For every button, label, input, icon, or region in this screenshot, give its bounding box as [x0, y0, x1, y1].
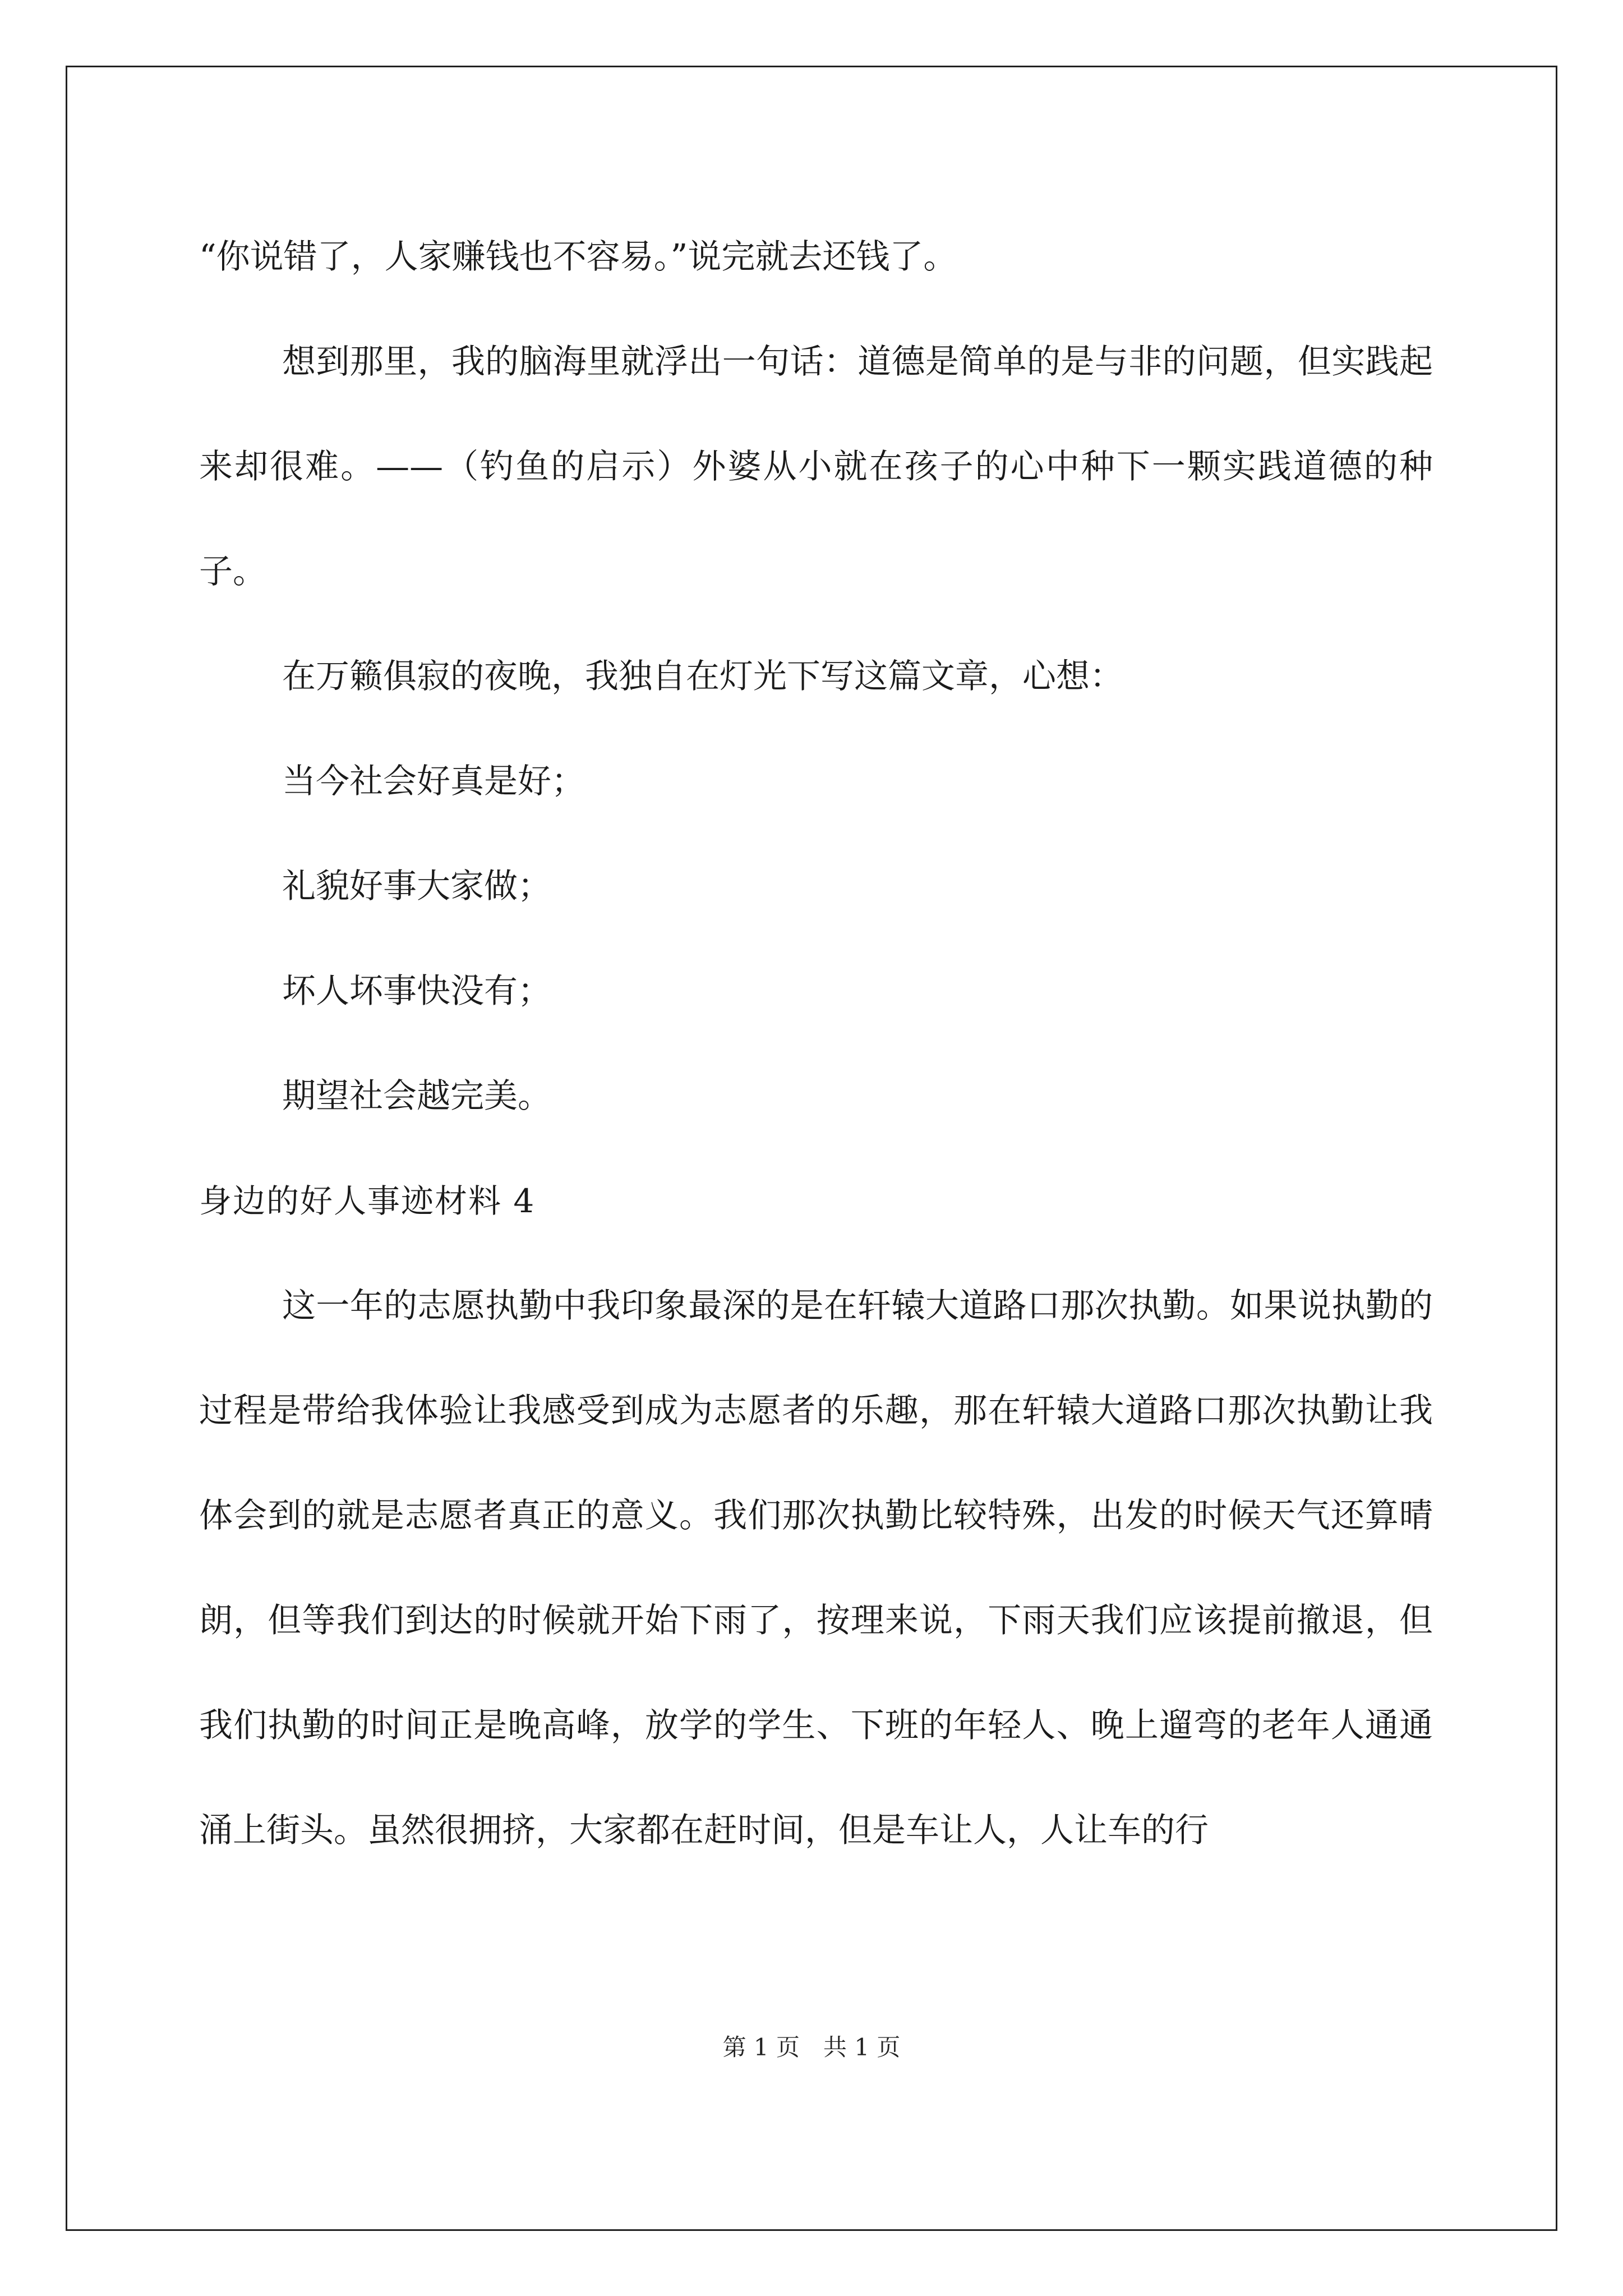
paragraph: “你说错了，人家赚钱也不容易。”说完就去还钱了。 — [199, 237, 957, 277]
paragraph: 在万籁俱寂的夜晚，我独自在灯光下写这篇文章，心想： — [282, 657, 1123, 696]
paragraph: 想到那里，我的脑海里就浮出一句话：道德是简单的是与非的问题，但实践起来却很难。——（钓鱼的启示）外婆从小就在孩子的心中种下一颗实践道德的种子。 — [199, 342, 1433, 591]
page-footer: 第 1 页 共 1 页 — [722, 2033, 901, 2061]
section-heading: 身边的好人事迹材料 4 — [199, 1182, 536, 1220]
document-body — [199, 205, 1433, 1883]
poem-line: 坏人坏事快没有； — [282, 972, 551, 1011]
poem-line: 当今社会好真是好； — [282, 762, 585, 801]
poem-line: 礼貌好事大家做； — [282, 867, 551, 906]
poem-line: 期望社会越完美。 — [282, 1076, 551, 1116]
section-paragraph: 这一年的志愿执勤中我印象最深的是在轩辕大道路口那次执勤。如果说执勤的过程是带给我体验让我感受到成为志愿者的乐趣，那在轩辕大道路口那次执勤让我体会到的就是志愿者真正的意义。我们那次执勤比较特殊，出发的时候天气还算晴朗，但等我们到达的时候就开始下雨了，按理来说，下雨天我们应该提前撤退，但我们执勤的时间正是晚高峰，放学的学生、下班的年轻人、晚上遛弯的老年人通通涌上街头。虽然很拥挤，大家都在赶时间，但是车让人，人让车的行 — [199, 1286, 1433, 1850]
